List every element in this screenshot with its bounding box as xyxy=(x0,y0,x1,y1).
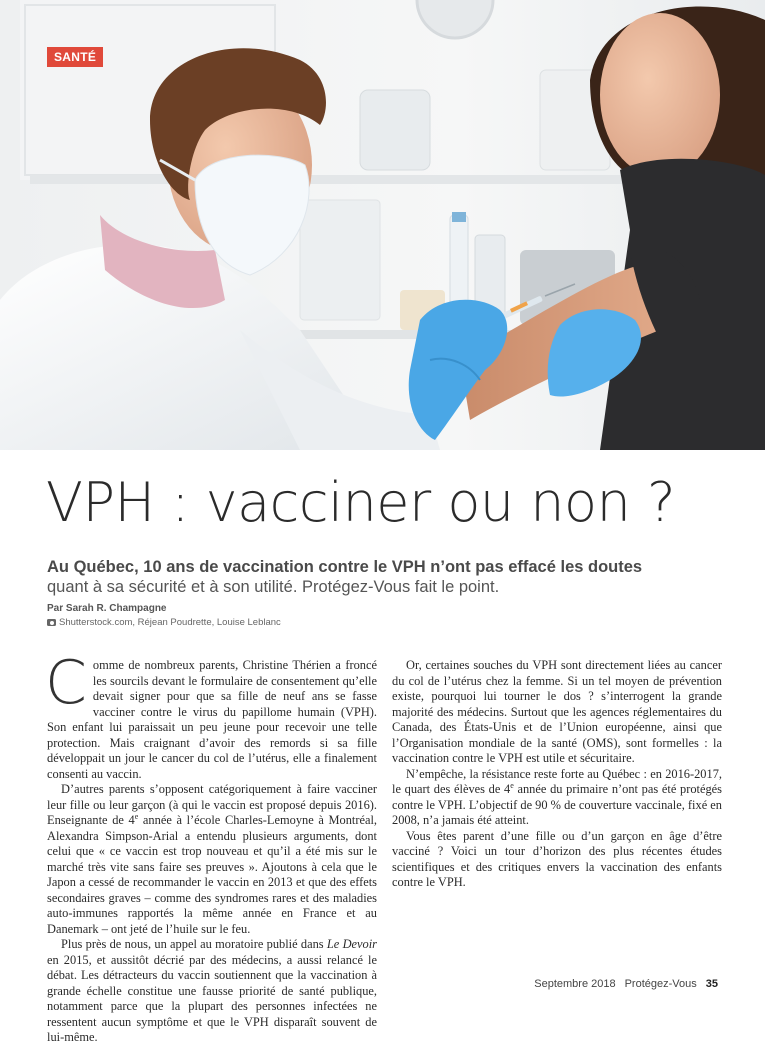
paragraph-2-sup: e xyxy=(134,811,139,821)
page-number: 35 xyxy=(705,978,718,990)
paragraph-3-text-a: Plus près de nous, un appel au moratoire publié dans xyxy=(61,937,327,951)
photo-credit xyxy=(47,617,281,628)
deck-regular: quant à sa sécurité et à son utilité. Protégez-Vous fait le point. xyxy=(47,578,500,596)
paragraph-6: Vous êtes parent d’une fille ou d’un garçon en âge d’être vacciné ? Voici un tour d’horizon des plus récentes études scientifiques et des critiques envers la vaccination des enfants contre le VPH. xyxy=(392,828,722,889)
vaccination-illustration xyxy=(0,0,765,450)
body-column-right xyxy=(392,658,722,891)
body-column-left xyxy=(45,648,377,1046)
paragraph-3 xyxy=(47,937,377,1046)
paragraph-1-text: omme de nombreux parents, Christine Thérien a froncé les sourcils devant le formulaire de consentement qu’elle devait signer pour que sa fille de neuf ans se fasse vacciner contre le virus du papillome humain (VPH). Son enfant lui paraissait un peu jeune pour recevoir une telle protection. Mais craignant d’avoir des remords si sa fille développait un jour le cancer du col de l’utérus, elle a finalement consenti au vaccin. xyxy=(47,658,377,781)
paragraph-2-text-a: D’autres parents s’opposent catégoriquement à faire vacciner leur fille ou leur garçon (à qui le vaccin est proposé depuis 2016). Enseignante de 4 xyxy=(47,782,377,827)
paragraph-2 xyxy=(47,782,377,937)
paragraph-5-text-b: année du primaire n’ont pas été protégés contre le VPH. L’objectif de 90 % de couverture vaccinale, fixé en 2008, n’a jamais été atteint. xyxy=(392,782,722,827)
page-footer xyxy=(534,978,718,990)
paragraph-4: Or, certaines souches du VPH sont directement liées au cancer du col de l’utérus chez la femme. Si un tel moyen de prévention existe, pourquoi lui tourner le dos ? s’interrogent la grande majorité des médecins. Surtout que les agences réglementaires du Canada, des États-Unis et de l’Union européenne, ainsi que l’Organisation mondiale de la santé (OMS), sont formelles : la vaccination contre le VPH est utile et sécuritaire. xyxy=(392,658,722,765)
footer-magazine: Protégez-Vous xyxy=(624,978,697,990)
article-title: VPH : vacciner ou non ? xyxy=(46,471,676,534)
byline: Par Sarah R. Champagne xyxy=(47,603,167,614)
drop-cap: C xyxy=(45,648,87,718)
paragraph-5 xyxy=(392,767,722,829)
paragraph-2-text-b: année à l’école Charles-Lemoyne à Montréal, Alexandra Simpson-Arial a entendu plusieurs arguments, dont celui que « ce vaccin est trop nouveau et qu’il a été mis sur le marché très vite sans faire ses preuves ». Ajoutons à cela que le Japon a cessé de recommander le vaccin en 2013 et que des effets secondaires graves – comme des syndromes rares et des maladies auto-immunes rapportés la même année en France et au Danemark – ont jeté de l’huile sur le feu. xyxy=(47,813,377,936)
newspaper-name: Le Devoir xyxy=(326,937,377,951)
article-deck xyxy=(47,557,727,597)
paragraph-5-sup: e xyxy=(510,780,514,790)
footer-date: Septembre 2018 xyxy=(534,978,616,990)
paragraph-3-text-b: en 2015, et aussitôt décrié par des médecins, a aussi relancé le débat. Les détracteurs du vaccin soutiennent que la vaccination à grande échelle constitue une fausse priorité de santé publique, notamment parce que la plupart des personnes infectées ne ressentent aucun symptôme et que le VPH disparaît souvent de lui-même. xyxy=(47,952,377,1044)
paragraph-1 xyxy=(45,648,377,782)
photo-credit-text: Shutterstock.com, Réjean Poudrette, Louise Leblanc xyxy=(59,617,281,628)
camera-icon xyxy=(47,619,56,626)
hero-photo xyxy=(0,0,765,450)
section-tag: SANTÉ xyxy=(47,47,103,67)
deck-bold: Au Québec, 10 ans de vaccination contre le VPH n’ont pas effacé les doutes xyxy=(47,558,643,576)
paragraph-5-text-a: N’empêche, la résistance reste forte au Québec : en 2016-2017, le quart des élèves de 4 xyxy=(392,766,722,796)
